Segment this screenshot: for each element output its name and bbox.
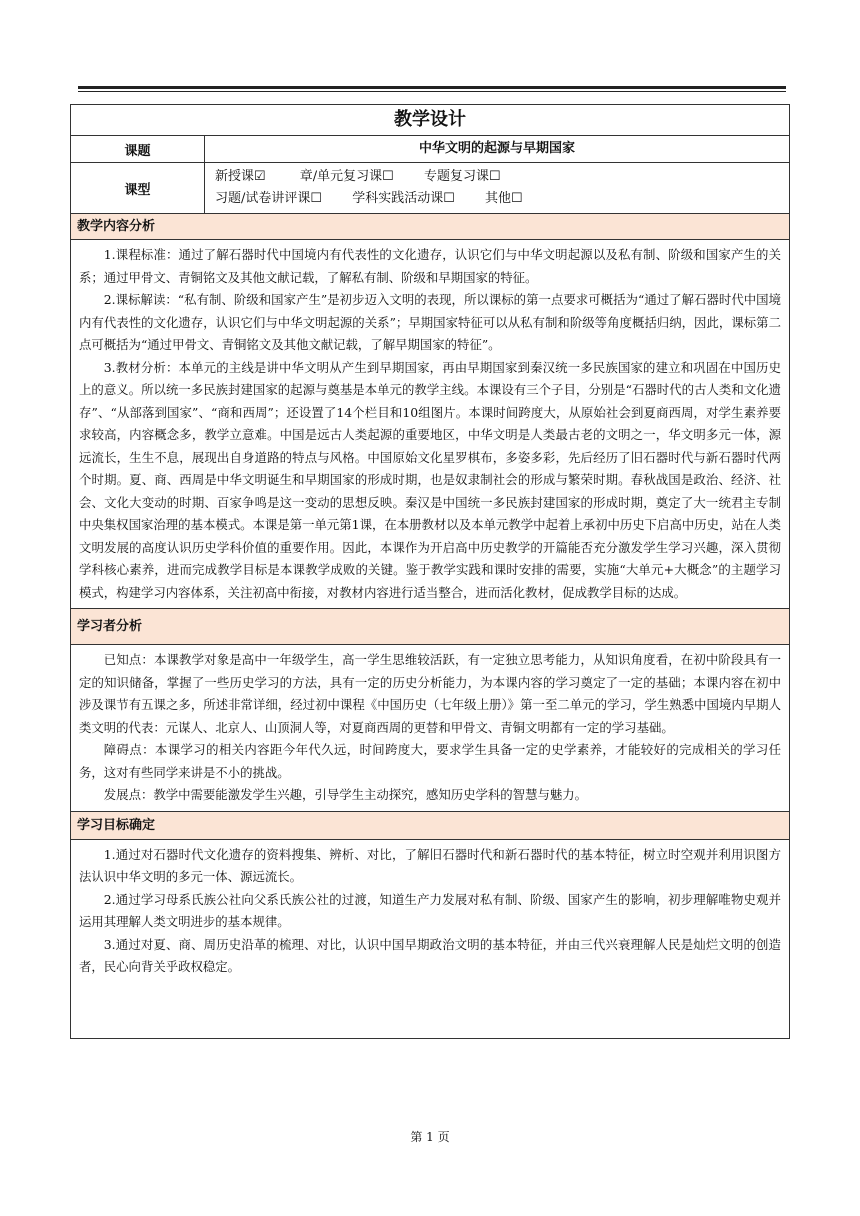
content-analysis-paragraph: 2.课标解读：“私有制、阶级和国家产生”是初步迈入文明的表现，所以课标的第一点要求可概括为“通过了解石器时代中国境内有代表性的文化遗存，认识它们与中华文明起源的关系”；早期国家特征可以从私有制和阶级等角度概括归纳，因此，课标第二点可概括为“通过甲骨文、青铜铭文及其他文献记载，了解早期国家的特征”。: [79, 292, 781, 352]
content-analysis-paragraph: 3.教材分析：本单元的主线是讲中华文明从产生到早期国家，再由早期国家到秦汉统一多民族国家的建立和巩固在中国历史上的意义。所以统一多民族封建国家的起源与奠基是本单元的教学主线。本课设有三个子目，分别是“石器时代的古人类和文化遗存”、“从部落到国家”、“商和西周”；还设置了14个栏目和10组图片。本课时间跨度大，从原始社会到夏商西周，对学生素养要求较高，内容概念多，教学立意难。中国是远古人类起源的重要地区，中华文明是人类最古老的文明之一，华文明多元一体，源远流长，生生不息，展现出自身道路的特点与风格。中国原始文化星罗棋布，多姿多彩，先后经历了旧石器时代与新石器时代两个时期。夏、商、西周是中华文明诞生和早期国家的形成时期，也是奴隶制社会的形成与繁荣时期。春秋战国是政治、经济、社会、文化大变动的时期、百家争鸣是这一变动的思想反映。秦汉是中国统一多民族封建国家的形成时期，奠定了大一统君主专制中央集权国家治理的基本模式。本课是第一单元第1课，在本册教材以及本单元教学中起着上承初中历史下启高中历史，站在人类文明发展的高度认识历史学科价值的重要作用。因此，本课作为开启高中历史教学的开篇能否充分激发学生学习兴趣，深入贯彻学科核心素养，进而完成教学目标是本课教学成败的关键。鉴于教学实践和课时安排的需要，实施“大单元+大概念”的主题学习模式，构建学习内容体系，关注初高中衔接，对教材内容进行适当整合，进而活化教材，促成教学目标的达成。: [79, 359, 781, 600]
learner-analysis-paragraph: 已知点：本课教学对象是高中一年级学生，高一学生思维较活跃，有一定独立思考能力，从知识角度看，在初中阶段具有一定的知识储备，掌握了一些历史学习的方法，具有一定的历史分析能力，为本课内容的学习奠定了一定的基础；本课内容在初中涉及课节有五课之多，所述非常详细，经过初中课程《中国历史（七年级上册）》第一至二单元的学习，学生熟悉中国境内早期人类文明的代表：元谋人、北京人、山顶洞人等，对夏商西周的更替和甲骨文、青铜文明都有一定的学习基础。: [79, 652, 781, 735]
learner-analysis-paragraph: 障碍点：本课学习的相关内容距今年代久远，时间跨度大，要求学生具备一定的史学素养，才能较好的完成相关的学习任务，这对有些同学来讲是不小的挑战。: [79, 742, 781, 780]
document-title: 教学设计: [71, 105, 789, 136]
objective-item: 1.通过对石器时代文化遗存的资料搜集、辨析、对比，了解旧石器时代和新石器时代的基本特征，树立时空观并利用识图方法认识中华文明的多元一体、源远流长。: [79, 846, 781, 884]
learner-analysis-body: [71, 645, 789, 812]
objective-item: 3.通过对夏、商、周历史沿革的梳理、对比，认识中国早期政治文明的基本特征，并由三代兴衰理解人民是灿烂文明的创造者，民心向背关乎政权稳定。: [79, 936, 781, 974]
content-analysis-body: [71, 240, 789, 609]
lesson-plan-table: [70, 104, 790, 1039]
option-practice[interactable]: 学科实践活动课☐: [352, 191, 455, 206]
topic-label: 课题: [71, 136, 205, 162]
header-rule-thick: [78, 86, 786, 89]
page-number: 第 1 页: [410, 1130, 450, 1144]
lesson-type-options: [205, 163, 789, 213]
topic-value: 中华文明的起源与早期国家: [418, 141, 575, 156]
learner-analysis-paragraph: 发展点：教学中需要能激发学生兴趣，引导学生主动探究，感知历史学科的智慧与魅力。: [103, 787, 588, 802]
learner-analysis-heading: 学习者分析: [71, 609, 789, 645]
option-special-review[interactable]: 专题复习课☐: [423, 169, 501, 184]
option-other[interactable]: 其他☐: [484, 191, 523, 206]
topic-row: [71, 136, 789, 163]
content-analysis-paragraph: 1.课程标准：通过了解石器时代中国境内有代表性的文化遗存，认识它们与中华文明起源以及私有制、阶级和国家产生的关系；通过甲骨文、青铜铭文及其他文献记载，了解私有制、阶级和早期国家的特征。: [79, 247, 781, 285]
option-exercise[interactable]: 习题/试卷讲评课☐: [215, 191, 323, 206]
objective-item: 2.通过学习母系氏族公社向父系氏族公社的过渡，知道生产力发展对私有制、阶级、国家产生的影响，初步理解唯物史观并运用其理解人类文明进步的基本规律。: [79, 891, 781, 929]
objectives-heading: 学习目标确定: [71, 812, 789, 840]
content-analysis-heading: 教学内容分析: [71, 214, 789, 240]
objectives-body: [71, 840, 789, 1038]
lesson-type-label: 课型: [71, 163, 205, 213]
option-new-lesson[interactable]: 新授课☑: [215, 169, 266, 184]
header-rule-thin: [78, 91, 786, 92]
option-unit-review[interactable]: 章/单元复习课☐: [299, 169, 394, 184]
lesson-type-row: [71, 163, 789, 214]
